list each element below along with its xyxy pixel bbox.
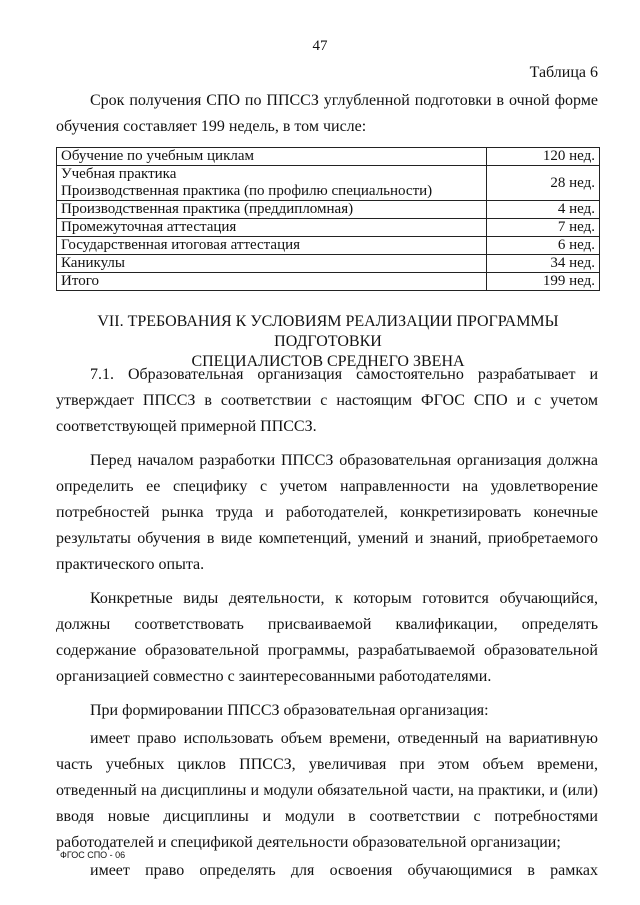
- paragraph: Конкретные виды деятельности, к которым готовится обучающийся, должны соответствовать присваиваемой квалификации, определять содержание образовательной программы, разрабатываемой образовательной организацией совместно с заинтересованными работодателями.: [56, 590, 598, 685]
- study-duration-table: [56, 147, 600, 291]
- row-value: 4 нед.: [487, 201, 600, 219]
- body-text: [56, 362, 598, 892]
- row-value: 6 нед.: [487, 237, 600, 255]
- section-heading-line: СПЕЦИАЛИСТОВ СРЕДНЕГО ЗВЕНА: [191, 353, 465, 370]
- row-label: Каникулы: [57, 255, 487, 273]
- table-row: [57, 273, 600, 291]
- paragraph: имеет право использовать объем времени, отведенный на вариативную часть учебных циклов ППССЗ, увеличивая при этом объем времени, отведенный на дисциплины и модули обязательной части, на практики, и (или) вводя новые дисциплины и модули в соответствии с потребностями работодателей и спецификой деятельности образовательной организации;: [56, 730, 598, 851]
- section-heading-line: VII. ТРЕБОВАНИЯ К УСЛОВИЯМ РЕАЛИЗАЦИИ ПРОГРАММЫ ПОДГОТОВКИ: [97, 313, 559, 350]
- intro-paragraph: Срок получения СПО по ППССЗ углубленной подготовки в очной форме обучения составляет 199 недель, в том числе:: [56, 92, 598, 135]
- row-value: 199 нед.: [487, 273, 600, 291]
- row-label: Обучение по учебным циклам: [57, 148, 487, 166]
- row-label: Итого: [57, 273, 487, 291]
- row-label-line: Производственная практика (по профилю специальности): [61, 183, 433, 199]
- paragraph: При формировании ППССЗ образовательная организация:: [90, 702, 489, 719]
- row-value: 7 нед.: [487, 219, 600, 237]
- table-label: Таблица 6: [529, 64, 598, 81]
- footer-code: ФГОС СПО - 06: [60, 850, 126, 860]
- row-label: Промежуточная аттестация: [57, 219, 487, 237]
- page-number: 47: [312, 38, 328, 54]
- row-value: 28 нед.: [487, 166, 600, 201]
- row-label: Производственная практика (преддипломная): [57, 201, 487, 219]
- table-row: [57, 219, 600, 237]
- paragraph: Перед началом разработки ППССЗ образовательная организация должна определить ее специфику с учетом направленности на удовлетворение потребностей рынка труда и работодателей, конкретизировать конечные результаты обучения в виде компетенций, умений и знаний, приобретаемого практического опыта.: [56, 452, 598, 573]
- paragraph: 7.1. Образовательная организация самостоятельно разрабатывает и утверждает ППССЗ в соответствии с настоящим ФГОС СПО и с учетом соответствующей примерной ППССЗ.: [56, 366, 598, 435]
- paragraph: имеет право определять для освоения обучающимися в рамках: [90, 862, 598, 879]
- row-value: 34 нед.: [487, 255, 600, 273]
- row-value: 120 нед.: [487, 148, 600, 166]
- table-row: [57, 201, 600, 219]
- row-label: [57, 166, 487, 201]
- row-label-line: Учебная практика: [61, 166, 177, 182]
- row-label: Государственная итоговая аттестация: [57, 237, 487, 255]
- table-row: [57, 255, 600, 273]
- table-row: [57, 237, 600, 255]
- intro-text: [56, 88, 598, 140]
- table-row: [57, 166, 600, 201]
- table-row: [57, 148, 600, 166]
